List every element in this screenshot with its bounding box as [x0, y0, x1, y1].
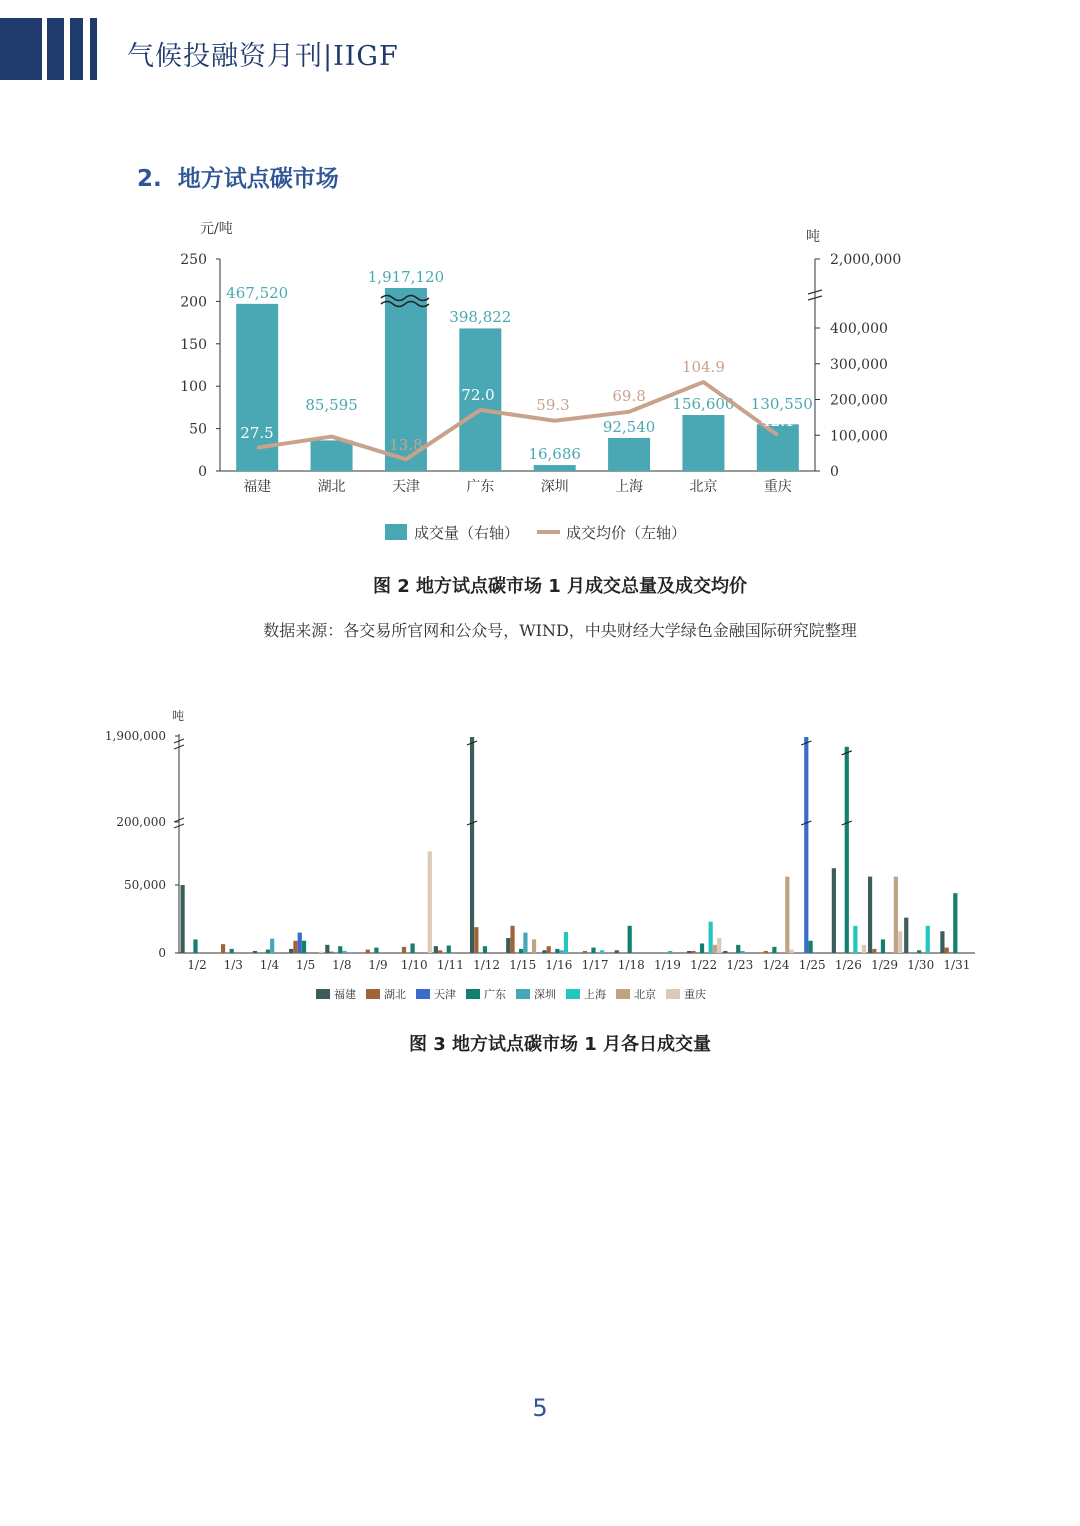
bar-广东-1/17: [591, 948, 595, 953]
x-tick-label: 1/23: [726, 958, 754, 972]
bar-福建-1/26: [832, 868, 836, 953]
bar-深圳-1/8: [342, 951, 346, 953]
bar-广东-1/23: [736, 945, 740, 953]
bar-福建-1/8: [325, 945, 329, 953]
bar-福建-1/29: [868, 877, 872, 953]
x-tick-label: 1/15: [509, 958, 537, 972]
bar-深圳-1/15: [523, 933, 527, 953]
bar-value-label: 85,595: [305, 396, 358, 414]
bar-深圳-1/23: [740, 951, 744, 953]
legend-label-volume: 成交量（右轴）: [414, 524, 520, 542]
left-tick-label: 0: [198, 464, 207, 480]
bar-福建-1/4: [253, 951, 257, 953]
line-value-label: 72.0: [461, 386, 495, 404]
bar-湖北-1/16: [547, 946, 551, 953]
legend-label-广东: 广东: [484, 988, 506, 1001]
left-tick-label: 150: [180, 336, 207, 353]
x-tick-label: 湖北: [317, 479, 346, 495]
legend-label-上海: 上海: [584, 988, 606, 1001]
legend-swatch-重庆: [666, 989, 680, 999]
x-tick-label: 1/16: [545, 958, 573, 972]
line-value-label: 69.8: [612, 387, 646, 405]
bar-湖北-1/22: [691, 951, 695, 953]
right-tick-label: 400,000: [830, 321, 888, 337]
legend-swatch-上海: [566, 989, 580, 999]
x-tick-label: 1/31: [943, 958, 971, 972]
bar-广东-1/5: [302, 941, 306, 953]
x-tick-label: 1/11: [436, 958, 464, 972]
bar-湖北-1/5: [293, 941, 297, 953]
bar-湖北-1/12: [474, 927, 478, 953]
x-tick-label: 1/3: [223, 958, 243, 972]
bar-上海-1/22: [709, 922, 713, 953]
left-axis-unit: 元/吨: [200, 221, 233, 237]
bar-福建-1/2: [181, 885, 185, 953]
x-tick-label: 1/30: [907, 958, 935, 972]
bar-福建-1/22: [687, 951, 691, 953]
line-value-label: 13.8: [389, 436, 423, 454]
bar-广东-1/4: [266, 950, 270, 953]
x-tick-label: 1/5: [295, 958, 316, 972]
bar-上海-1/17: [600, 950, 604, 953]
bar-广东-1/9: [374, 948, 378, 953]
bar-湖北-1/24: [764, 951, 768, 953]
bar-上海-1/26: [853, 926, 857, 953]
bar-湖北-1/11: [438, 950, 442, 953]
left-tick-label: 200: [180, 294, 207, 311]
bar-北京-1/15: [532, 939, 536, 953]
legend-label-天津: 天津: [434, 988, 456, 1001]
bar-北京-1/29: [894, 877, 898, 953]
bar-广东-1/31: [953, 893, 957, 953]
bar-湖北-1/8: [330, 952, 334, 953]
legend-swatch-北京: [616, 989, 630, 999]
bar-深圳-1/19: [668, 951, 672, 953]
figure3-chart: [0, 700, 1080, 1020]
legend-swatch-天津: [416, 989, 430, 999]
x-tick-label: 1/4: [259, 958, 280, 972]
bar-广东-1/25: [808, 941, 812, 953]
figure2-source: 数据来源：各交易所官网和公众号，WIND，中央财经大学绿色金融国际研究院整理: [263, 621, 857, 640]
header-title: 气候投融资月刊|IIGF: [127, 41, 399, 72]
bar-广东-1/16: [555, 949, 559, 953]
bar-湖北-1/31: [945, 948, 949, 953]
x-tick-label: 1/12: [473, 958, 501, 972]
right-tick-label: 300,000: [830, 356, 888, 373]
bar-重庆-1/10: [428, 851, 432, 953]
x-tick-label: 1/29: [871, 958, 899, 972]
x-tick-label: 1/25: [798, 958, 826, 972]
bar-value-label: 130,550: [750, 395, 813, 413]
legend-swatch-广东: [466, 989, 480, 999]
bar-广东-1/3: [230, 949, 234, 953]
bar-湖北-1/17: [583, 951, 587, 953]
bar-湖北-1/15: [510, 926, 514, 953]
line-value-label: 104.9: [681, 358, 725, 376]
bar-福建-1/31: [940, 931, 944, 953]
x-tick-label: 1/26: [834, 958, 862, 972]
left-tick-label: 250: [180, 252, 207, 268]
line-value-label: 40.6: [314, 412, 349, 430]
bar-value-label: 156,600: [672, 395, 735, 413]
bar-value-label: 92,540: [602, 418, 656, 436]
bar-广东-1/15: [519, 949, 523, 953]
right-tick-label: 2,000,000: [830, 252, 902, 268]
bar-广东-1/24: [772, 947, 776, 953]
y-tick-label: 50,000: [124, 878, 166, 892]
bar-volume-5: [608, 438, 650, 471]
legend-label-重庆: 重庆: [684, 988, 706, 1001]
bar-上海-1/16: [564, 932, 568, 953]
bar-广东-1/2: [193, 939, 197, 953]
bar-上海-1/30: [926, 926, 930, 953]
section-title: [137, 160, 339, 193]
bar-福建-1/30: [904, 918, 908, 953]
bar-福建-1/5: [289, 949, 293, 953]
legend-label-湖北: 湖北: [384, 988, 406, 1001]
bar-北京-1/24: [785, 877, 789, 953]
x-tick-label: 1/2: [187, 958, 207, 972]
bar-value-label: 16,686: [528, 445, 581, 463]
bar-重庆-1/26: [862, 945, 866, 953]
bar-广东-1/12: [483, 946, 487, 953]
bar-重庆-1/5: [319, 952, 323, 953]
line-value-label: 42.1: [761, 412, 795, 430]
x-tick-label: 重庆: [763, 479, 792, 495]
bar-广东-1/18: [628, 926, 632, 953]
x-tick-label: 深圳: [540, 479, 569, 495]
left-tick-label: 50: [189, 421, 207, 438]
bar-深圳-1/16: [560, 950, 564, 953]
x-tick-label: 1/17: [581, 958, 609, 972]
x-tick-label: 1/8: [332, 958, 352, 972]
right-tick-label: 100,000: [830, 428, 888, 445]
y-axis-unit: 吨: [172, 709, 185, 723]
bar-volume-4: [534, 465, 576, 471]
x-tick-label: 北京: [689, 479, 718, 495]
x-tick-label: 1/10: [400, 958, 428, 972]
bar-广东-1/11: [447, 946, 451, 953]
bar-广东-1/29: [881, 939, 885, 953]
x-tick-label: 1/18: [617, 958, 645, 972]
x-tick-label: 广东: [466, 479, 495, 495]
line-value-label: 27.5: [240, 424, 274, 442]
x-tick-label: 1/22: [690, 958, 718, 972]
legend-label-price: 成交均价（左轴）: [566, 524, 687, 542]
bar-福建-1/23: [723, 951, 727, 953]
legend-swatch-volume: [385, 524, 407, 540]
bar-湖北-1/3: [221, 944, 225, 953]
line-value-label: 59.3: [536, 396, 570, 414]
legend-swatch-湖北: [366, 989, 380, 999]
bar-value-label: 398,822: [449, 308, 512, 326]
bar-广东-1/22: [700, 943, 704, 953]
bar-湖北-1/10: [402, 947, 406, 953]
figure3-caption: 图 3 地方试点碳市场 1 月各日成交量: [408, 1034, 712, 1055]
bar-重庆-1/24: [790, 950, 794, 953]
bar-福建-1/12: [470, 737, 474, 953]
bar-广东-1/26: [845, 747, 849, 953]
bar-湖北-1/29: [872, 949, 876, 953]
bar-广东-1/30: [917, 950, 921, 953]
x-tick-label: 上海: [615, 479, 644, 495]
right-tick-label: 0: [830, 464, 839, 480]
x-tick-label: 1/9: [368, 958, 388, 972]
right-tick-label: 200,000: [830, 392, 888, 409]
bar-天津-1/25: [804, 737, 808, 953]
left-tick-label: 100: [180, 379, 207, 396]
x-tick-label: 1/19: [653, 958, 681, 972]
section-title-text: 地方试点碳市场: [177, 166, 339, 192]
section-number: 2.: [137, 166, 162, 192]
bar-volume-6: [682, 415, 724, 471]
x-tick-label: 天津: [391, 479, 420, 495]
legend-label-北京: 北京: [634, 988, 656, 1001]
bar-福建-1/15: [506, 938, 510, 953]
bar-福建-1/11: [434, 946, 438, 953]
bar-重庆-1/22: [717, 938, 721, 953]
y-tick-label: 0: [158, 946, 166, 960]
page-number: 5: [532, 1394, 548, 1422]
y-tick-label: 200,000: [116, 815, 166, 829]
bar-北京-1/22: [713, 945, 717, 953]
bar-广东-1/8: [338, 946, 342, 953]
x-tick-label: 福建: [243, 479, 272, 495]
bar-深圳-1/4: [270, 939, 274, 953]
bar-广东-1/10: [410, 943, 414, 953]
legend-label-深圳: 深圳: [534, 988, 556, 1001]
bar-福建-1/16: [542, 950, 546, 953]
bar-volume-1: [311, 440, 353, 471]
figure2-chart: [0, 210, 1080, 570]
y-tick-label: 1,900,000: [104, 729, 166, 743]
bar-重庆-1/29: [898, 931, 902, 953]
legend-label-福建: 福建: [334, 988, 356, 1001]
bar-value-label: 1,917,120: [367, 268, 445, 286]
legend-swatch-深圳: [516, 989, 530, 999]
right-axis-unit: 吨: [806, 229, 820, 245]
legend-swatch-福建: [316, 989, 330, 999]
x-tick-label: 1/24: [762, 958, 790, 972]
bar-volume-7: [757, 424, 799, 471]
bar-湖北-1/9: [366, 950, 370, 953]
bar-福建-1/18: [615, 950, 619, 953]
bar-天津-1/5: [298, 933, 302, 953]
figure2-caption: 图 2 地方试点碳市场 1 月成交总量及成交均价: [372, 576, 748, 597]
bar-value-label: 467,520: [226, 284, 289, 302]
